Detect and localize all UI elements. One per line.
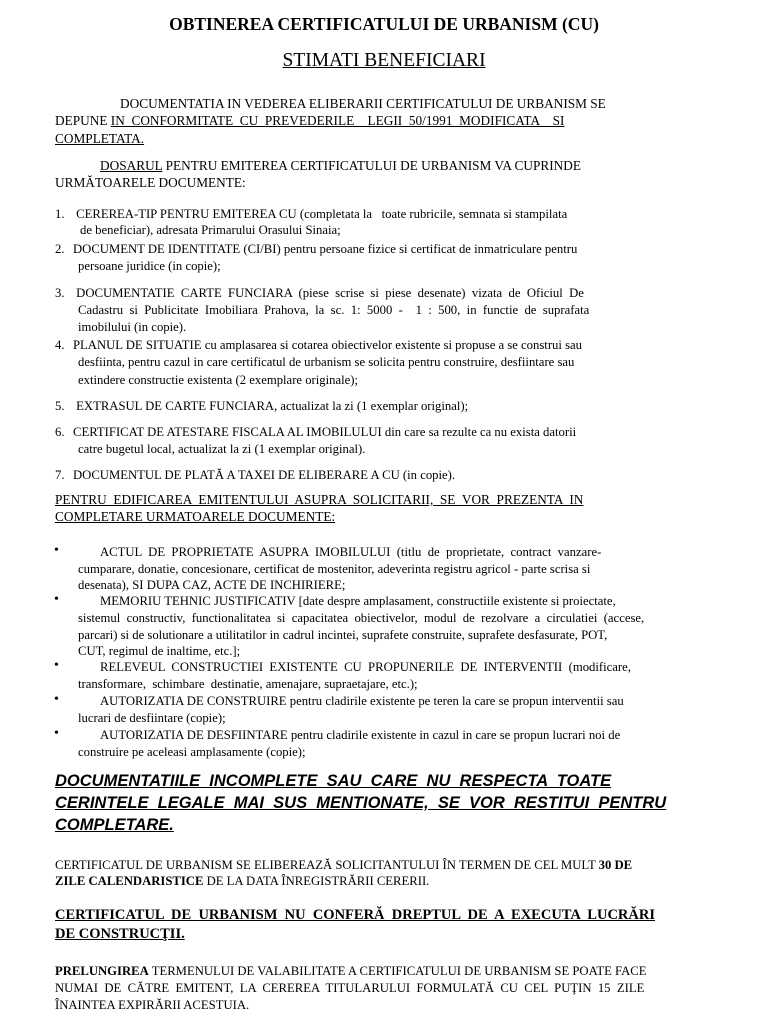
item-4: 4. PLANUL DE SITUATIE cu amplasarea si cotarea obiectivelor existente si propuse a se construi sau xyxy=(55,338,582,352)
item-3-cont-1: Cadastru si Publicitate Imobiliara Prahova, la sc. 1: 5000 - 1 : 500, in functie de suprafata xyxy=(78,303,590,317)
item-1-cont: de beneficiar), adresata Primarului Orasului Sinaia; xyxy=(80,223,341,237)
section2-line-1: PENTRU EDIFICAREA EMITENTULUI ASUPRA SOLICITARII, SE VOR PREZENTA IN xyxy=(55,492,584,507)
item-6-cont: catre bugetul local, actualizat la zi (1 exemplar original). xyxy=(78,442,366,456)
bullet-4: AUTORIZATIA DE CONSTRUIRE pentru cladirile existente pe teren la care se propun interventii sau xyxy=(100,694,624,708)
bullet-dot-2: • xyxy=(54,592,59,607)
notice-line-1: CERTIFICATUL DE URBANISM NU CONFERĂ DREPTUL DE A EXECUTA LUCRĂRI xyxy=(55,907,655,923)
extension-line-3: ÎNAINTEA EXPIRĂRII ACESTUIA. xyxy=(55,998,250,1012)
item-5: 5. EXTRASUL DE CARTE FUNCIARA, actualizat la zi (1 exemplar original); xyxy=(55,399,469,413)
warning-line-2: CERINTELE LEGALE MAI SUS MENTIONATE, SE VOR RESTITUI PENTRU xyxy=(55,794,667,812)
bullet-2-cont-2: parcari) si de solutionare a utilitatilor in cadrul incintei, suprafete construite, suprafete desfasurate, POT, xyxy=(78,628,608,642)
bullet-2: MEMORIU TEHNIC JUSTIFICATIV [date despre amplasament, constructiile existente si proiectate, xyxy=(100,594,616,608)
item-7: 7. DOCUMENTUL DE PLATĂ A TAXEI DE ELIBERARE A CU (in copie). xyxy=(55,468,456,482)
item-2: 2. DOCUMENT DE IDENTITATE (CI/BI) pentru persoane fizice si certificat de inmatriculare pentru xyxy=(55,242,578,256)
bullet-2-cont-3: CUT, regimul de inaltime, etc.]; xyxy=(78,644,241,658)
bullet-3-cont: transformare, schimbare destinatie, amenajare, supraetajare, etc.); xyxy=(78,677,418,691)
item-2-cont: persoane juridice (in copie); xyxy=(78,259,221,273)
intro-line-2: DEPUNE IN CONFORMITATE CU PREVEDERILE LEGII 50/1991 MODIFICATA SI xyxy=(55,113,565,128)
notice-line-2: DE CONSTRUCŢII. xyxy=(55,926,185,942)
release-line-1: CERTIFICATUL DE URBANISM SE ELIBEREAZĂ SOLICITANTULUI ÎN TERMEN DE CEL MULT 30 DE xyxy=(55,858,633,872)
bullet-1-cont-1: cumparare, donatie, concesionare, certificat de mostenitor, adeverinta registru agricol - parte scrisa si xyxy=(78,562,591,576)
extension-line-1: PRELUNGIREA TERMENULUI DE VALABILITATE A CERTIFICATULUI DE URBANISM SE POATE FACE xyxy=(55,964,647,978)
bullet-1-cont-2: desenata), SI DUPA CAZ, ACTE DE INCHIRIERE; xyxy=(78,578,346,592)
document-subtitle: STIMATI BENEFICIARI xyxy=(282,50,486,71)
item-3: 3. DOCUMENTATIE CARTE FUNCIARA (piese scrise si piese desenate) vizata de Oficiul De xyxy=(55,286,584,300)
extension-line-2: NUMAI DE CĂTRE EMITENT, LA CEREREA TITULARULUI FORMULATĂ CU CEL PUŢIN 15 ZILE xyxy=(55,981,645,995)
intro-line-3: COMPLETATA. xyxy=(55,131,145,146)
item-3-cont-2: imobilului (in copie). xyxy=(78,320,187,334)
item-4-cont-1: desfiinta, pentru cazul in care certificatul de urbanism se solicita pentru construire, desfiintare sau xyxy=(78,355,575,369)
document-title: OBTINEREA CERTIFICATULUI DE URBANISM (CU) xyxy=(169,14,599,34)
bullet-1: ACTUL DE PROPRIETATE ASUPRA IMOBILULUI (titlu de proprietate, contract vanzare- xyxy=(100,545,602,559)
warning-line-3: COMPLETARE. xyxy=(55,816,174,834)
section2-line-2: COMPLETARE URMATOARELE DOCUMENTE: xyxy=(55,509,336,524)
bullet-5-cont: construire pe aceleasi amplasamente (copie); xyxy=(78,745,306,759)
warning-line-1: DOCUMENTATIILE INCOMPLETE SAU CARE NU RESPECTA TOATE xyxy=(55,772,612,790)
item-1: 1. CEREREA-TIP PENTRU EMITEREA CU (completata la toate rubricile, semnata si stampilata xyxy=(55,207,568,221)
item-6: 6. CERTIFICAT DE ATESTARE FISCALA AL IMOBILULUI din care sa rezulte ca nu exista datorii xyxy=(55,425,577,439)
bullet-2-cont-1: sistemul constructiv, functionalitatea si capacitatea obiectivelor, modul de rezolvare a circulatiei (accese, xyxy=(78,611,645,625)
bullet-5: AUTORIZATIA DE DESFIINTARE pentru cladirile existente in cazul in care se propun lucrari noi de xyxy=(100,728,621,742)
bullet-dot-5: • xyxy=(54,726,59,741)
intro-line-1: DOCUMENTATIA IN VEDEREA ELIBERARII CERTIFICATULUI DE URBANISM SE xyxy=(120,96,606,111)
item-4-cont-2: extindere constructie existenta (2 exemplare originale); xyxy=(78,373,359,387)
bullet-dot-1: • xyxy=(54,543,59,558)
dossier-line-1: DOSARUL PENTRU EMITEREA CERTIFICATULUI DE URBANISM VA CUPRINDE xyxy=(100,158,582,173)
bullet-3: RELEVEUL CONSTRUCTIEI EXISTENTE CU PROPUNERILE DE INTERVENTII (modificare, xyxy=(100,660,631,674)
dossier-line-2: URMĂTOARELE DOCUMENTE: xyxy=(55,175,246,190)
bullet-4-cont: lucrari de desfiintare (copie); xyxy=(78,711,226,725)
bullet-dot-4: • xyxy=(54,692,59,707)
bullet-dot-3: • xyxy=(54,658,59,673)
release-line-2: ZILE CALENDARISTICE DE LA DATA ÎNREGISTRĂRII CERERII. xyxy=(55,874,430,888)
